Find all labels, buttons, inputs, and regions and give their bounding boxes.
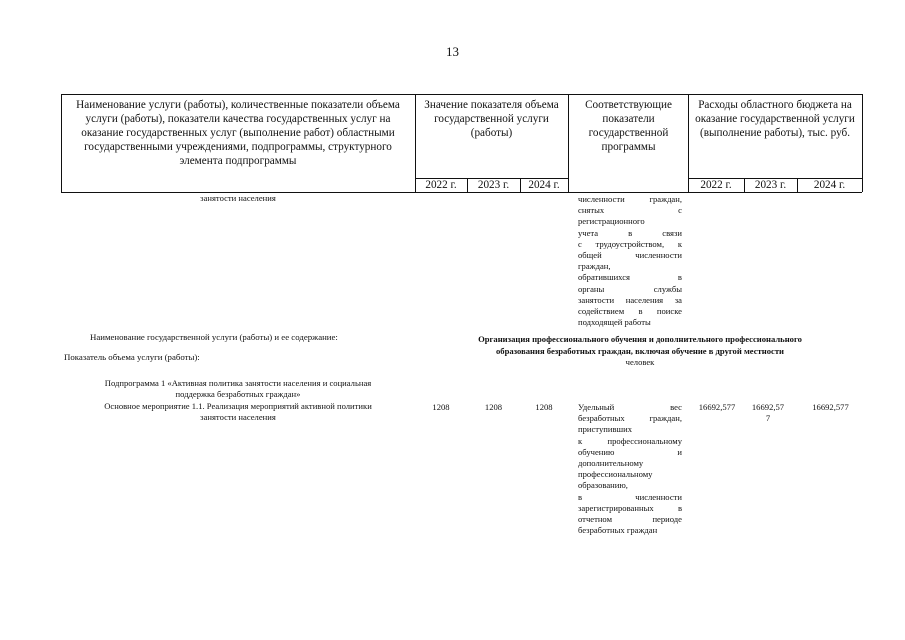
indicator-line: к профессиональному: [578, 435, 682, 446]
expense-2023: 16692,57 7: [751, 402, 785, 424]
indicator-line: профессиональному: [578, 469, 653, 480]
header-col-indicators: Соответствующие показатели государственной программы: [585, 99, 672, 153]
continued-indicator: [578, 194, 682, 328]
continued-activity-text: занятости населения: [200, 193, 276, 203]
header-col-expenses: Расходы областного бюджета на оказание государственной услуги (выполнение работы), тыс. руб.: [695, 99, 855, 139]
expense-year-2023: 2023 г.: [754, 179, 787, 191]
indicator-line: подходящей работы: [578, 317, 651, 328]
expense-year-2022: 2022 г.: [700, 179, 732, 191]
indicator-line: содействием в поиске: [578, 306, 682, 317]
indicator-line: обратившихся в: [578, 272, 682, 283]
indicator-line: Удельный вес: [578, 402, 682, 412]
indicator-line: снятых с: [578, 205, 682, 216]
indicator-line: обучению и: [578, 446, 682, 457]
page-number: 13: [446, 44, 459, 59]
year-2024: 2024 г.: [528, 179, 560, 191]
volume-label: Показатель объема услуги (работы):: [64, 352, 200, 362]
indicator-line: приступивших: [578, 424, 633, 435]
subprogram-line2: поддержка безработных граждан»: [175, 389, 301, 399]
indicator-line: занятости населения за: [578, 294, 682, 305]
activity-line2: занятости населения: [200, 412, 276, 422]
service-title-line1: Организация профессионального обучения и дополнительного профессионального: [478, 334, 802, 344]
indicator-line: органы службы: [578, 283, 682, 294]
service-label: Наименование государственной услуги (работы) и ее содержание:: [90, 332, 338, 342]
subprogram-line1: Подпрограмма 1 «Активная политика занятости населения и социальная: [104, 378, 372, 388]
indicator-line: общей численности: [578, 250, 682, 261]
indicator-line: с трудоустройством, к: [578, 238, 682, 249]
expense-2024: 16692,577: [812, 402, 849, 412]
expense-2022: 16692,577: [698, 402, 736, 412]
indicator-line: численности граждан,: [578, 194, 682, 204]
activity-line1: Основное мероприятие 1.1. Реализация мероприятий активной политики: [104, 401, 372, 411]
year-2023: 2023 г.: [477, 179, 510, 191]
indicator-line: безработных граждан,: [578, 413, 682, 424]
volume-2024: 1208: [535, 402, 553, 412]
indicator-line: граждан,: [578, 261, 611, 272]
unit-label: человек: [625, 357, 655, 367]
indicator-line: безработных граждан: [578, 525, 658, 536]
year-2022: 2022 г.: [425, 179, 457, 191]
header-col-service: Наименование услуги (работы), количественные показатели объема услуги (работы), показатели качества государственных услуг на оказание государственных услуг (выполнение работ) областными государственными учреждениями, подпрограммы, структурного элемента подпрограммы: [76, 99, 400, 167]
indicator-line: отчетном периоде: [578, 514, 682, 525]
service-title-line2: образования безработных граждан, включая обучение в другой местности: [495, 346, 785, 356]
indicator-line: зарегистрированных в: [578, 502, 682, 513]
volume-2022: 1208: [432, 402, 450, 412]
indicator-line: дополнительному: [578, 458, 644, 469]
indicator-line: в численности: [578, 491, 682, 502]
header-col-volume: Значение показателя объема государственной услуги (работы): [424, 99, 559, 139]
indicator-line: учета в связи: [578, 227, 682, 238]
activity-indicator: [578, 402, 682, 536]
indicator-line: образованию,: [578, 480, 628, 491]
indicator-line: регистрационного: [578, 216, 645, 227]
expense-year-2024: 2024 г.: [813, 179, 846, 191]
volume-2023: 1208: [484, 402, 503, 412]
